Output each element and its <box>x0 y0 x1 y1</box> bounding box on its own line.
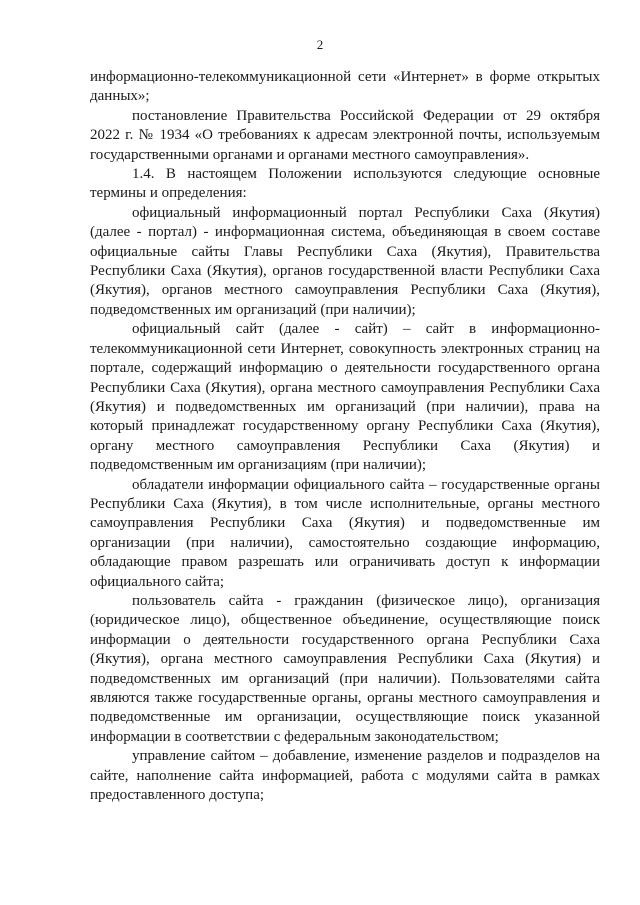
page-number: 2 <box>316 37 324 52</box>
paragraph-continuation: информационно-телекоммуникационной сети «Интернет» в форме открытых данных»; <box>90 69 600 105</box>
document-body <box>90 68 600 805</box>
paragraph-definition-site-user: пользователь сайта - гражданин (физическое лицо), организация (юридическое лицо), общественное объединение, осуществляющие поиск информации о деятельности государственного органа Республики Саха (Якутия), органа местного самоуправления Республики Саха (Якутия) и подведомственных им организаций (при наличии). Пользователями сайта являются также государственные органы, органы местного самоуправления и подведомственные им организации, осуществляющие поиск указанной информации в соответствии с федеральным законодательством; <box>90 592 600 745</box>
paragraph-definition-site: официальный сайт (далее - сайт) – сайт в информационно-телекоммуникационной сети Интернет, совокупность электронных страниц на портале, содержащий информацию о деятельности государственного органа Республики Саха (Якутия), органа местного самоуправления Республики Саха (Якутия) и подведомственных им организаций (при наличии), права на который принадлежат государственному органу Республики Саха (Якутия), органу местного самоуправления Республики Саха (Якутия) и подведомственным им организациям (при наличии); <box>90 321 600 474</box>
paragraph-section-1-4: 1.4. В настоящем Положении используются следующие основные термины и определения: <box>90 166 600 202</box>
paragraph-definition-info-holders: обладатели информации официального сайта – государственные органы Республики Саха (Якутия), в том числе исполнительные, органы местного самоуправления Республики Саха (Якутия) и подведомственные им организации (при наличии), самостоятельно создающие информацию, обладающие правом разрешать или ограничивать доступ к информации официального сайта; <box>90 476 600 590</box>
paragraph-definition-site-management: управление сайтом – добавление, изменение разделов и подразделов на сайте, наполнение сайта информацией, работа с модулями сайта в рамках предоставленного доступа; <box>90 748 600 804</box>
paragraph-definition-portal: официальный информационный портал Республики Саха (Якутия) (далее - портал) - информационная система, объединяющая в своем составе официальные сайты Главы Республики Саха (Якутия), Правительства Республики Саха (Якутия), органов государственной власти Республики Саха (Якутия), органов местного самоуправления Республики Саха (Якутия), подведомственных им организаций (при наличии); <box>90 204 600 318</box>
paragraph-decree-reference: постановление Правительства Российской Федерации от 29 октября 2022 г. № 1934 «О требованиях к адресам электронной почты, используемым государственными органами и органами местного самоуправления». <box>90 107 600 163</box>
